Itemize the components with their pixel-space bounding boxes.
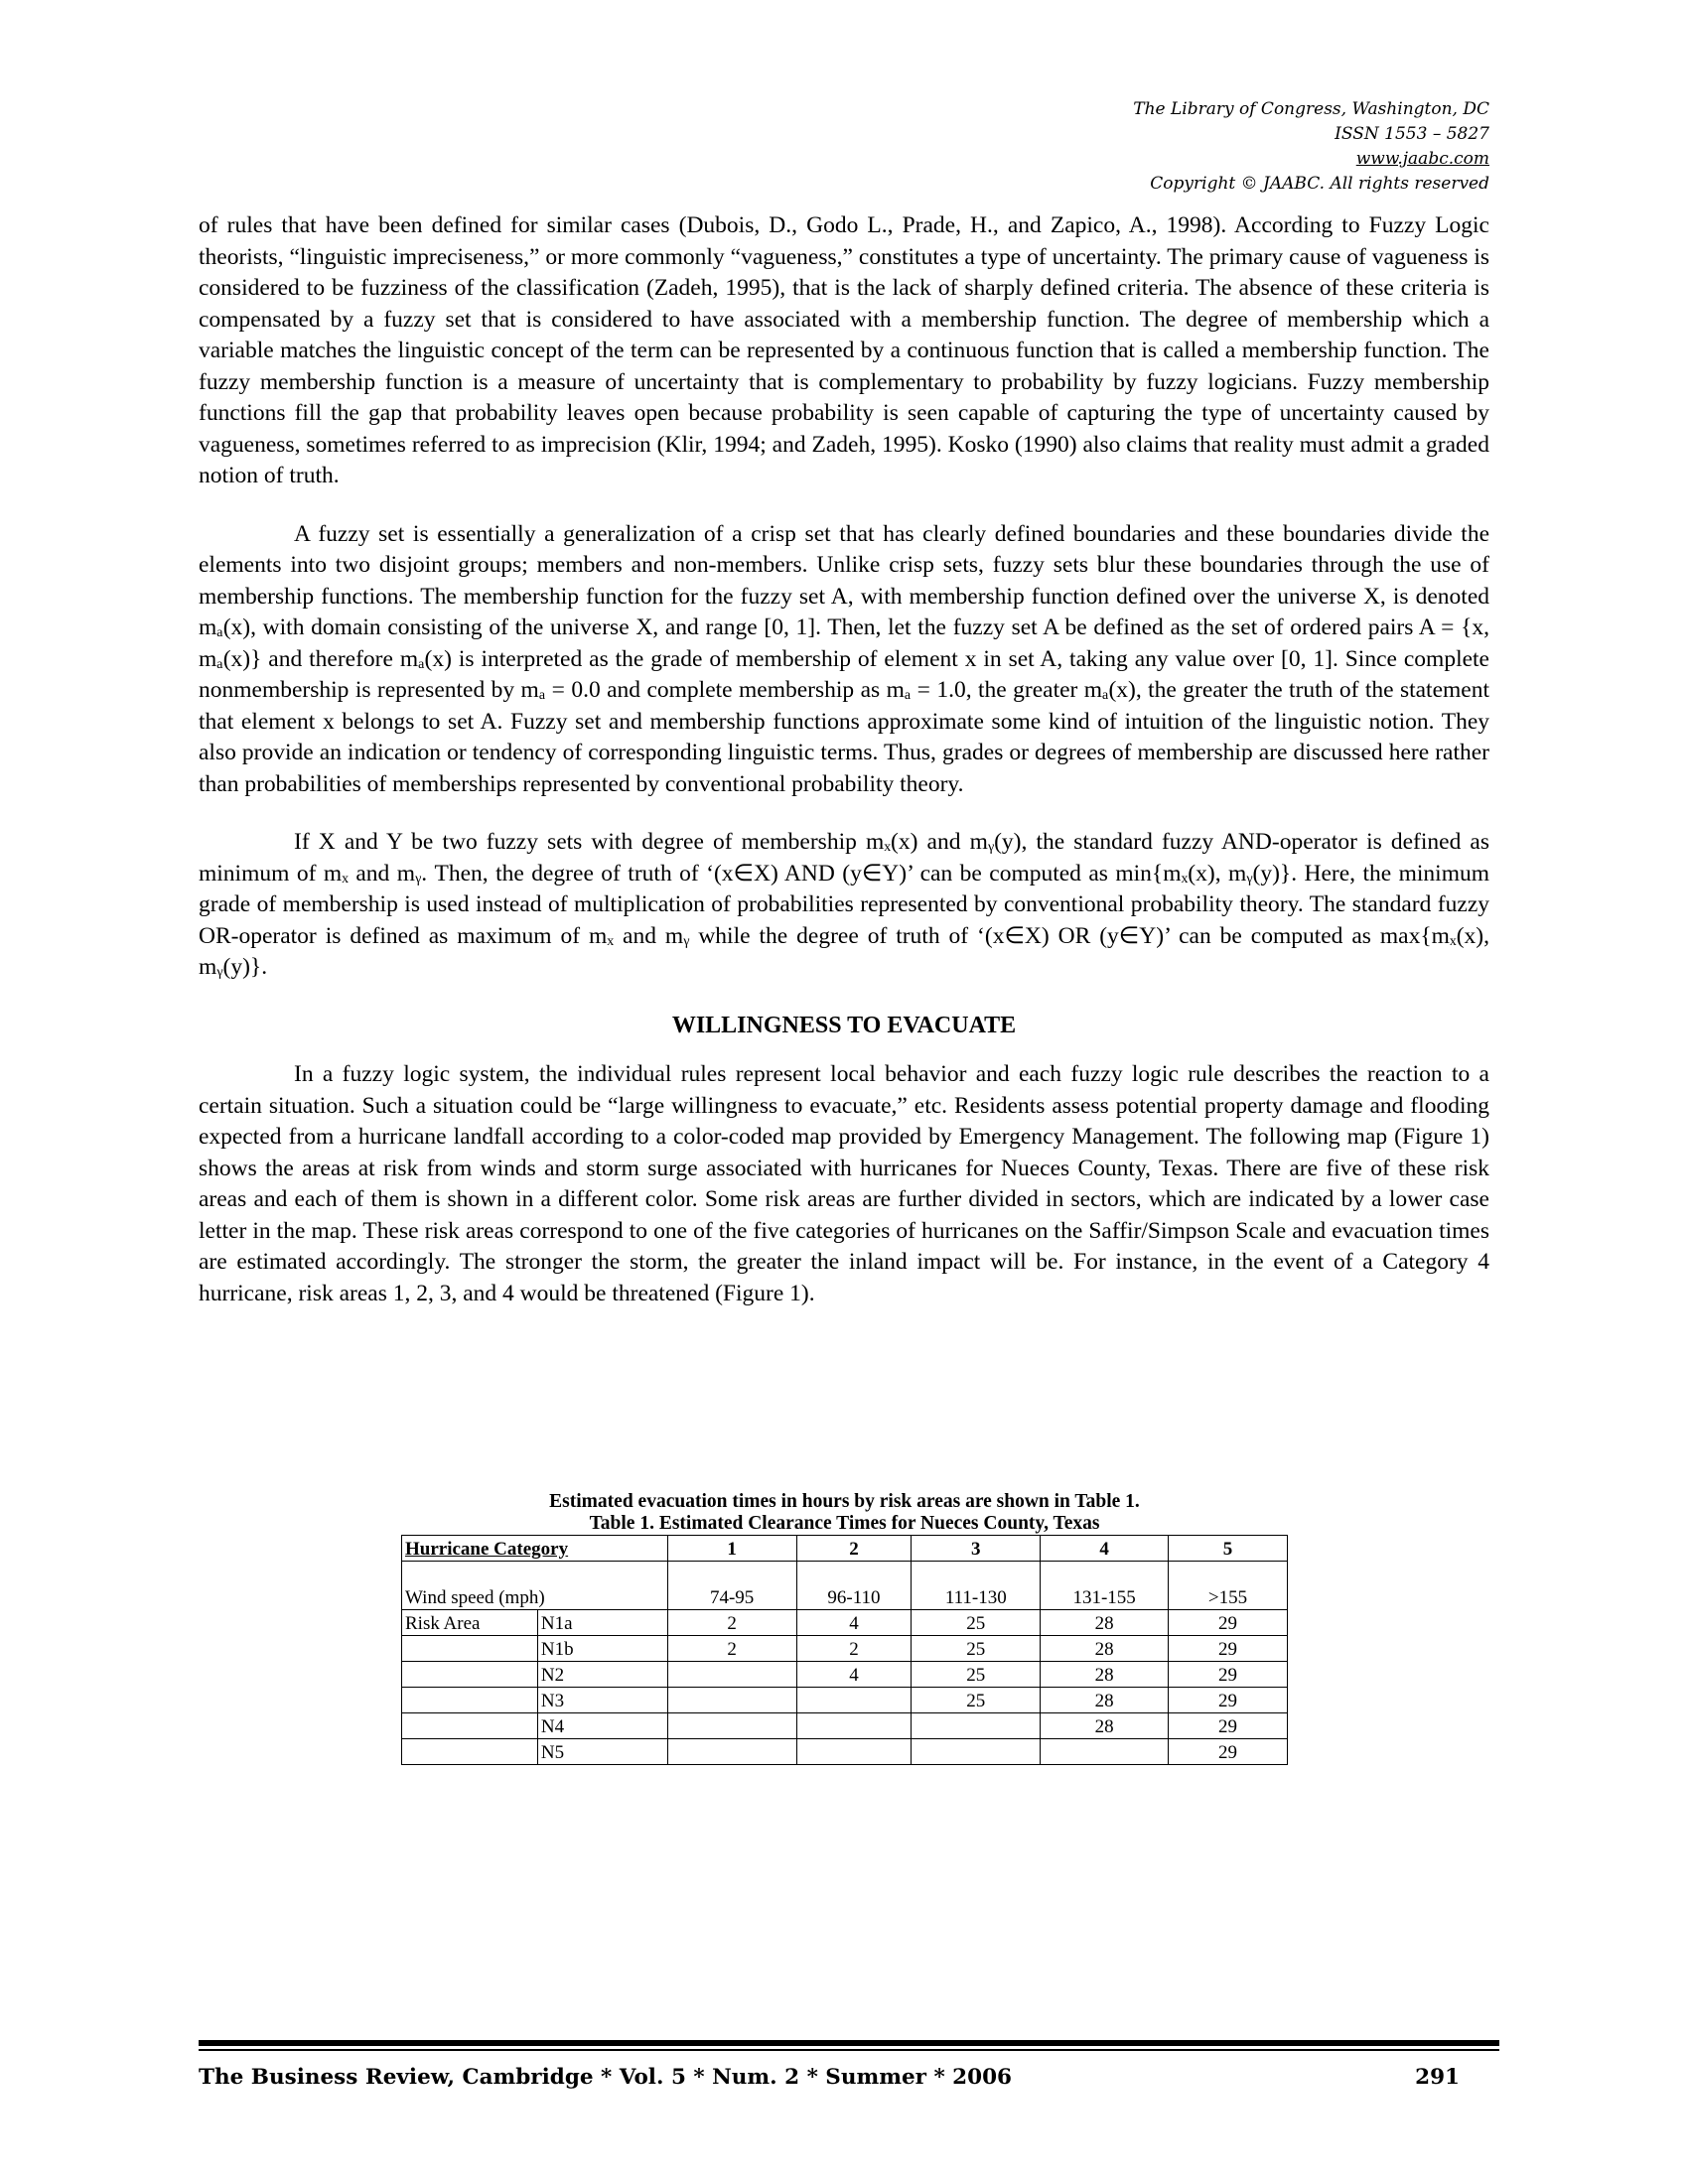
risk-area-cell: N4	[537, 1713, 667, 1739]
wind-speed-cell: >155	[1169, 1562, 1288, 1610]
clearance-time-cell	[796, 1713, 912, 1739]
table-intro: Estimated evacuation times in hours by risk areas are shown in Table 1.	[549, 1491, 1140, 1512]
clearance-time-cell: 28	[1041, 1688, 1169, 1713]
header-url-link[interactable]: www.jaabc.com	[1355, 149, 1489, 169]
risk-area-cell: N2	[537, 1662, 667, 1688]
clearance-time-cell: 2	[667, 1636, 796, 1662]
clearance-time-cell: 29	[1169, 1688, 1288, 1713]
clearance-time-cell	[667, 1739, 796, 1765]
article-body	[199, 210, 1489, 1336]
page-footer	[199, 2065, 1460, 2090]
clearance-time-cell: 29	[1169, 1662, 1288, 1688]
clearance-time-cell: 28	[1041, 1662, 1169, 1688]
header-cell-category: Hurricane Category	[402, 1536, 668, 1562]
risk-area-cell: N3	[537, 1688, 667, 1713]
clearance-time-cell	[912, 1739, 1041, 1765]
table-row	[402, 1739, 1288, 1765]
risk-area-cell: N1a	[537, 1610, 667, 1636]
clearance-time-cell: 4	[796, 1662, 912, 1688]
header-cell-category-2: 2	[796, 1536, 912, 1562]
table-row	[402, 1713, 1288, 1739]
clearance-time-cell: 28	[1041, 1610, 1169, 1636]
wind-speed-label: Wind speed (mph)	[402, 1562, 668, 1610]
page-number: 291	[1415, 2065, 1460, 2090]
risk-area-cell: N1b	[537, 1636, 667, 1662]
table-caption: Table 1. Estimated Clearance Times for Nueces County, Texas	[589, 1513, 1100, 1534]
clearance-time-cell	[667, 1688, 796, 1713]
clearance-time-cell	[667, 1713, 796, 1739]
running-header	[1133, 97, 1489, 197]
table-row	[402, 1610, 1288, 1636]
header-copyright: Copyright © JAABC. All rights reserved	[1150, 174, 1489, 194]
clearance-time-cell: 29	[1169, 1713, 1288, 1739]
clearance-time-cell	[796, 1688, 912, 1713]
clearance-table-block	[401, 1491, 1288, 1765]
clearance-time-cell: 29	[1169, 1636, 1288, 1662]
clearance-time-cell: 28	[1041, 1636, 1169, 1662]
paragraph-fuzzy-set: A fuzzy set is essentially a generalization of a crisp set that has clearly defined boundaries and these boundaries divide the elements into two disjoint groups; members and non-members. Unlike crisp sets, fuzzy sets blur these boundaries through the use of membership functions. The membership function for the fuzzy set A, with membership function defined over the universe X, is denoted mₐ(x), with domain consisting of the universe X, and range [0, 1]. Then, let the fuzzy set A be defined as the set of ordered pairs A = {x, mₐ(x)} and therefore mₐ(x) is interpreted as the grade of membership of element x in set A, taking any value over [0, 1]. Since complete nonmembership is represented by mₐ = 0.0 and complete membership as mₐ = 1.0, the greater mₐ(x), the greater the truth of the statement that element x belongs to set A. Fuzzy set and membership functions approximate some kind of intuition of the linguistic notion. They also provide an indication or tendency of corresponding linguistic terms. Thus, grades or degrees of membership are discussed here rather than probabilities of memberships represented by conventional probability theory.	[199, 520, 1489, 797]
clearance-time-cell: 25	[912, 1662, 1041, 1688]
clearance-time-cell	[667, 1662, 796, 1688]
header-cell-category-1: 1	[667, 1536, 796, 1562]
risk-area-label-blank	[402, 1739, 538, 1765]
header-cell-category-3: 3	[912, 1536, 1041, 1562]
clearance-time-cell	[796, 1739, 912, 1765]
wind-speed-cell: 74-95	[667, 1562, 796, 1610]
clearance-time-cell	[1041, 1739, 1169, 1765]
table-header-row	[402, 1536, 1288, 1562]
clearance-time-cell: 28	[1041, 1713, 1169, 1739]
table-row	[402, 1636, 1288, 1662]
paragraph-fuzzy-operators: If X and Y be two fuzzy sets with degree of membership mₓ(x) and mᵧ(y), the standard fuzzy AND-operator is defined as minimum of mₓ and mᵧ. Then, the degree of truth of ‘(x∈X) AND (y∈Y)’ can be computed as min{mₓ(x), mᵧ(y)}. Here, the minimum grade of membership is used instead of multiplication of probabilities represented by conventional probability theory. The standard fuzzy OR-operator is defined as maximum of mₓ and mᵧ while the degree of truth of ‘(x∈X) OR (y∈Y)’ can be computed as max{mₓ(x), mᵧ(y)}.	[199, 829, 1489, 980]
section-heading: WILLINGNESS TO EVACUATE	[671, 1012, 1017, 1038]
risk-area-label-blank	[402, 1636, 538, 1662]
table-row	[402, 1662, 1288, 1688]
clearance-time-cell: 25	[912, 1688, 1041, 1713]
wind-speed-cell: 131-155	[1041, 1562, 1169, 1610]
clearance-time-cell: 29	[1169, 1739, 1288, 1765]
footer-journal: The Business Review, Cambridge * Vol. 5 * Num. 2 * Summer * 2006	[199, 2065, 1013, 2090]
header-cell-category-4: 4	[1041, 1536, 1169, 1562]
paragraph-fuzzy-uncertainty: of rules that have been defined for similar cases (Dubois, D., Godo L., Prade, H., and Zapico, A., 1998). According to Fuzzy Logic theorists, “linguistic impreciseness,” or more commonly “vagueness,” constitutes a type of uncertainty. The primary cause of vagueness is considered to be fuzziness of the classification (Zadeh, 1995), that is the lack of sharply defined criteria. The absence of these criteria is compensated by a fuzzy set that is considered to have associated with a membership function. The degree of membership which a variable matches the linguistic concept of the term can be represented by a continuous function that is called a membership function. The fuzzy membership function is a measure of uncertainty that is complementary to probability by fuzzy logicians. Fuzzy membership functions fill the gap that probability leaves open because probability is seen capable of capturing the type of uncertainty caused by vagueness, sometimes referred to as imprecision (Klir, 1994; and Zadeh, 1995). Kosko (1990) also claims that reality must admit a graded notion of truth.	[199, 212, 1489, 488]
clearance-time-cell: 25	[912, 1636, 1041, 1662]
clearance-time-cell: 25	[912, 1610, 1041, 1636]
footer-rule	[199, 2040, 1499, 2051]
table-wind-row	[402, 1562, 1288, 1610]
clearance-times-table	[401, 1535, 1288, 1765]
clearance-time-cell: 2	[667, 1610, 796, 1636]
risk-area-label: Risk Area	[402, 1610, 538, 1636]
header-publisher: The Library of Congress, Washington, DC	[1133, 99, 1489, 119]
wind-speed-cell: 96-110	[796, 1562, 912, 1610]
risk-area-label-blank	[402, 1688, 538, 1713]
clearance-time-cell: 2	[796, 1636, 912, 1662]
paragraph-willingness: In a fuzzy logic system, the individual rules represent local behavior and each fuzzy logic rule describes the reaction to a certain situation. Such a situation could be “large willingness to evacuate,” etc. Residents assess potential property damage and flooding expected from a hurricane landfall according to a color-coded map provided by Emergency Management. The following map (Figure 1) shows the areas at risk from winds and storm surge associated with hurricanes for Nueces County, Texas. There are five of these risk areas and each of them is shown in a different color. Some risk areas are further divided in sectors, which are indicated by a lower case letter in the map. These risk areas correspond to one of the five categories of hurricanes on the Saffir/Simpson Scale and evacuation times are estimated accordingly. The stronger the storm, the greater the inland impact will be. For instance, in the event of a Category 4 hurricane, risk areas 1, 2, 3, and 4 would be threatened (Figure 1).	[199, 1061, 1489, 1306]
risk-area-label-blank	[402, 1713, 538, 1739]
clearance-time-cell	[912, 1713, 1041, 1739]
clearance-time-cell: 4	[796, 1610, 912, 1636]
clearance-time-cell: 29	[1169, 1610, 1288, 1636]
risk-area-cell: N5	[537, 1739, 667, 1765]
header-cell-category-5: 5	[1169, 1536, 1288, 1562]
header-issn: ISSN 1553 – 5827	[1335, 124, 1489, 144]
risk-area-label-blank	[402, 1662, 538, 1688]
table-row	[402, 1688, 1288, 1713]
wind-speed-cell: 111-130	[912, 1562, 1041, 1610]
